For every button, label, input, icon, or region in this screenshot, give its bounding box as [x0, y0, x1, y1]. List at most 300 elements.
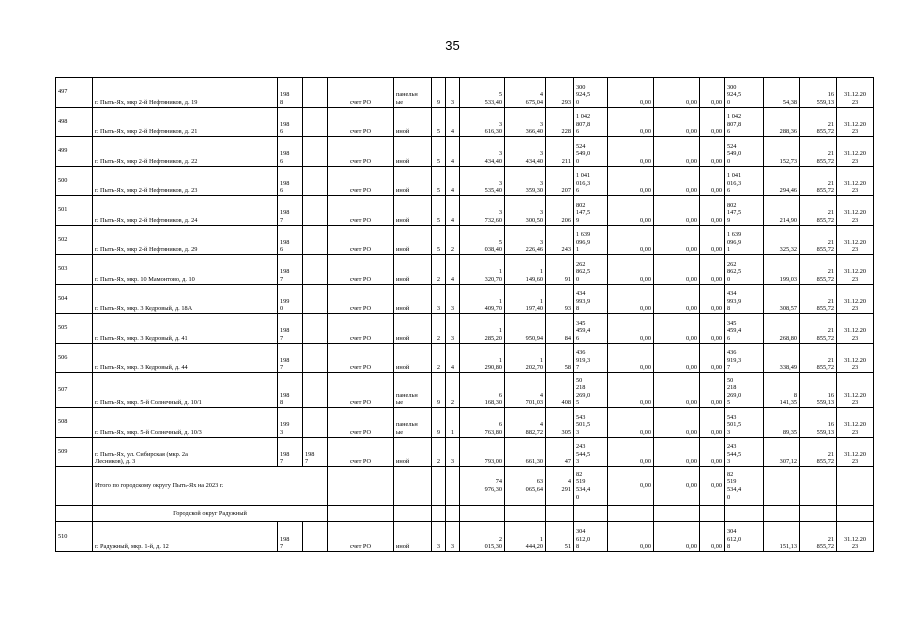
residents-cell: 93	[546, 284, 574, 314]
living-area-cell: 1 149,60	[505, 255, 546, 285]
address-cell: г. Пыть-Ях, мкр. 5-й Солнечный, д. 10/3	[93, 408, 278, 438]
page-number: 35	[445, 38, 460, 53]
year-built-cell: 198 7	[278, 196, 303, 226]
total-cost-cell: 1 639 096,9 1	[574, 225, 608, 255]
living-area-cell: 3 366,40	[505, 107, 546, 137]
year-commission-cell	[303, 107, 328, 137]
limit-cost-cell: 21 855,72	[800, 437, 837, 467]
unit-cost-cell: 268,80	[764, 314, 800, 344]
living-area-cell: 661,30	[505, 437, 546, 467]
total-cost-cell: 436 919,3 7	[574, 343, 608, 373]
wall-material-cell: панельн ые	[394, 408, 432, 438]
unit-cost-cell: 8 141,35	[764, 373, 800, 408]
deadline-cell: 31.12.20 23	[837, 373, 874, 408]
row-number: 510	[56, 522, 93, 552]
entrances-cell: 4	[446, 107, 460, 137]
row-number: 507	[56, 373, 93, 408]
fund-cost-cell: 0,00	[608, 137, 654, 167]
residents-cell: 51	[546, 522, 574, 552]
unit-cost-cell: 325,32	[764, 225, 800, 255]
row-number	[56, 506, 93, 522]
unit-cost-cell: 89,35	[764, 408, 800, 438]
table-row	[56, 522, 874, 552]
empty-cell	[546, 506, 574, 522]
account-cost-cell: 802 147,5 9	[725, 196, 764, 226]
total-area-cell: 1 320,70	[460, 255, 505, 285]
address-cell: г. Пыть-Ях, мкр. 5-й Солнечный, д. 10/1	[93, 373, 278, 408]
entrances-cell: 4	[446, 196, 460, 226]
address-cell: г. Пыть-Ях, мкр. 3 Кедровый, д. 44	[93, 343, 278, 373]
living-area-cell: 4 675,04	[505, 78, 546, 108]
unit-cost-cell: 151,13	[764, 522, 800, 552]
total-area-cell: 793,00	[460, 437, 505, 467]
account-cost-cell: 300 924,5 0	[725, 78, 764, 108]
residents-cell: 228	[546, 107, 574, 137]
entrances-cell: 3	[446, 78, 460, 108]
account-type-cell: счет РО	[328, 107, 394, 137]
row-number: 499	[56, 137, 93, 167]
limit-cost-cell: 21 855,72	[800, 107, 837, 137]
row-number	[56, 467, 93, 506]
unit-cost-cell: 307,12	[764, 437, 800, 467]
limit-cost-cell: 21 855,72	[800, 522, 837, 552]
deadline-cell: 31.12.20 23	[837, 284, 874, 314]
table-row	[56, 343, 874, 373]
residents-cell: 47	[546, 437, 574, 467]
total-cost-cell: 50 218 269,0 5	[574, 373, 608, 408]
wall-material-cell: иной	[394, 196, 432, 226]
row-number: 509	[56, 437, 93, 467]
total-row	[56, 467, 874, 506]
year-built-cell: 198 7	[278, 255, 303, 285]
year-commission-cell	[303, 314, 328, 344]
floors-cell: 5	[432, 225, 446, 255]
year-built-cell: 198 7	[278, 522, 303, 552]
account-cost-cell: 1 042 807,8 6	[725, 107, 764, 137]
total-area-cell: 1 409,70	[460, 284, 505, 314]
deadline-cell	[837, 467, 874, 506]
total-area-cell: 1 290,80	[460, 343, 505, 373]
row-number: 498	[56, 107, 93, 137]
address-cell: г. Пыть-Ях, мкр 2-й Нефтяников, д. 19	[93, 78, 278, 108]
floors-cell: 9	[432, 408, 446, 438]
year-commission-cell	[303, 284, 328, 314]
table-row	[56, 166, 874, 196]
residents-cell: 207	[546, 166, 574, 196]
total-area-cell: 5 533,40	[460, 78, 505, 108]
table-row	[56, 373, 874, 408]
deadline-cell: 31.12.20 23	[837, 137, 874, 167]
account-type-cell: счет РО	[328, 408, 394, 438]
living-area-cell: 3 434,40	[505, 137, 546, 167]
limit-cost-cell: 21 855,72	[800, 284, 837, 314]
deadline-cell: 31.12.20 23	[837, 255, 874, 285]
address-cell: г. Пыть-Ях, мкр 2-й Нефтяников, д. 29	[93, 225, 278, 255]
fund-cost-cell: 0,00	[608, 408, 654, 438]
empty-cell	[432, 506, 446, 522]
budget-cost-cell: 0,00	[654, 255, 700, 285]
fund-cost-cell: 0,00	[608, 255, 654, 285]
residents-cell: 84	[546, 314, 574, 344]
owners-cost-cell: 0,00	[700, 373, 725, 408]
year-built-cell: 198 7	[278, 437, 303, 467]
account-cost-cell: 262 862,5 0	[725, 255, 764, 285]
entrances-cell: 3	[446, 314, 460, 344]
limit-cost-cell: 21 855,72	[800, 196, 837, 226]
floors-cell: 3	[432, 284, 446, 314]
wall-material-cell: иной	[394, 314, 432, 344]
year-commission-cell	[303, 522, 328, 552]
empty-cell	[764, 506, 800, 522]
budget-cost-cell: 0,00	[654, 78, 700, 108]
budget-cost-cell: 0,00	[654, 284, 700, 314]
limit-cost-cell: 21 855,72	[800, 225, 837, 255]
total-cost-cell: 543 501,5 3	[574, 408, 608, 438]
living-area-cell: 63 065,64	[505, 467, 546, 506]
account-cost-cell: 304 612,0 8	[725, 522, 764, 552]
entrances-cell: 2	[446, 373, 460, 408]
limit-cost-cell: 16 559,13	[800, 78, 837, 108]
residents-cell: 211	[546, 137, 574, 167]
year-commission-cell	[303, 225, 328, 255]
wall-material-cell: панельн ые	[394, 78, 432, 108]
account-type-cell: счет РО	[328, 314, 394, 344]
total-label: Итого по городскому округу Пыть-Ях на 2023 г.	[93, 467, 328, 506]
account-cost-cell: 82 519 534,4 0	[725, 467, 764, 506]
year-built-cell: 198 6	[278, 137, 303, 167]
owners-cost-cell: 0,00	[700, 225, 725, 255]
row-number: 500	[56, 166, 93, 196]
empty-cell	[328, 506, 394, 522]
residents-cell: 58	[546, 343, 574, 373]
total-area-cell: 1 285,20	[460, 314, 505, 344]
table-row	[56, 78, 874, 108]
deadline-cell: 31.12.20 23	[837, 408, 874, 438]
deadline-cell: 31.12.20 23	[837, 522, 874, 552]
unit-cost-cell: 308,57	[764, 284, 800, 314]
deadline-cell: 31.12.20 23	[837, 225, 874, 255]
wall-material-cell: иной	[394, 107, 432, 137]
wall-material-cell: иной	[394, 137, 432, 167]
fund-cost-cell: 0,00	[608, 107, 654, 137]
empty-cell	[725, 506, 764, 522]
account-type-cell: счет РО	[328, 137, 394, 167]
fund-cost-cell: 0,00	[608, 284, 654, 314]
floors-cell: 2	[432, 343, 446, 373]
wall-material-cell: панельн ые	[394, 373, 432, 408]
total-area-cell: 6 763,80	[460, 408, 505, 438]
owners-cost-cell: 0,00	[700, 522, 725, 552]
budget-cost-cell: 0,00	[654, 196, 700, 226]
unit-cost-cell	[764, 467, 800, 506]
floors-cell: 5	[432, 137, 446, 167]
entrances-cell	[446, 467, 460, 506]
floors-cell: 9	[432, 373, 446, 408]
fund-cost-cell: 0,00	[608, 437, 654, 467]
year-commission-cell	[303, 408, 328, 438]
owners-cost-cell: 0,00	[700, 284, 725, 314]
floors-cell: 2	[432, 314, 446, 344]
fund-cost-cell: 0,00	[608, 373, 654, 408]
table-row	[56, 284, 874, 314]
year-built-cell: 198 6	[278, 225, 303, 255]
account-cost-cell: 434 993,9 8	[725, 284, 764, 314]
account-cost-cell: 436 919,3 7	[725, 343, 764, 373]
year-built-cell: 198 7	[278, 343, 303, 373]
limit-cost-cell: 16 559,13	[800, 373, 837, 408]
floors-cell: 2	[432, 255, 446, 285]
residents-cell: 206	[546, 196, 574, 226]
unit-cost-cell: 54,38	[764, 78, 800, 108]
year-built-cell: 198 6	[278, 166, 303, 196]
unit-cost-cell: 214,90	[764, 196, 800, 226]
total-cost-cell: 262 862,5 0	[574, 255, 608, 285]
account-cost-cell: 243 544,5 3	[725, 437, 764, 467]
floors-cell	[432, 467, 446, 506]
fund-cost-cell: 0,00	[608, 78, 654, 108]
fund-cost-cell: 0,00	[608, 522, 654, 552]
budget-cost-cell: 0,00	[654, 467, 700, 506]
row-number: 505	[56, 314, 93, 344]
limit-cost-cell: 21 855,72	[800, 314, 837, 344]
living-area-cell: 1 197,40	[505, 284, 546, 314]
owners-cost-cell: 0,00	[700, 467, 725, 506]
residents-cell: 408	[546, 373, 574, 408]
wall-material-cell: иной	[394, 437, 432, 467]
owners-cost-cell: 0,00	[700, 314, 725, 344]
living-area-cell: 3 226,46	[505, 225, 546, 255]
row-number: 506	[56, 343, 93, 373]
total-area-cell: 6 168,30	[460, 373, 505, 408]
owners-cost-cell: 0,00	[700, 166, 725, 196]
row-number: 501	[56, 196, 93, 226]
account-cost-cell: 524 549,0 0	[725, 137, 764, 167]
unit-cost-cell: 288,36	[764, 107, 800, 137]
owners-cost-cell: 0,00	[700, 107, 725, 137]
account-type-cell: счет РО	[328, 255, 394, 285]
account-cost-cell: 1 041 016,3 6	[725, 166, 764, 196]
residents-cell: 293	[546, 78, 574, 108]
living-area-cell: 3 300,50	[505, 196, 546, 226]
empty-cell	[505, 506, 546, 522]
account-cost-cell: 50 218 269,0 5	[725, 373, 764, 408]
wall-material-cell: иной	[394, 166, 432, 196]
year-built-cell: 199 0	[278, 284, 303, 314]
account-cost-cell: 543 501,5 3	[725, 408, 764, 438]
address-cell: г. Пыть-Ях, мкр 2-й Нефтяников, д. 24	[93, 196, 278, 226]
fund-cost-cell: 0,00	[608, 196, 654, 226]
section-title: Городской округ Радужный	[93, 506, 328, 522]
budget-cost-cell: 0,00	[654, 225, 700, 255]
row-number: 508	[56, 408, 93, 438]
wall-material-cell: иной	[394, 225, 432, 255]
year-commission-cell	[303, 166, 328, 196]
deadline-cell: 31.12.20 23	[837, 314, 874, 344]
empty-cell	[460, 506, 505, 522]
fund-cost-cell: 0,00	[608, 314, 654, 344]
deadline-cell: 31.12.20 23	[837, 437, 874, 467]
entrances-cell: 3	[446, 437, 460, 467]
entrances-cell: 4	[446, 137, 460, 167]
empty-cell	[574, 506, 608, 522]
row-number: 504	[56, 284, 93, 314]
owners-cost-cell: 0,00	[700, 255, 725, 285]
table-row	[56, 437, 874, 467]
empty-cell	[837, 506, 874, 522]
floors-cell: 3	[432, 522, 446, 552]
entrances-cell: 3	[446, 284, 460, 314]
address-cell: г. Пыть-Ях, мкр. 10 Мамонтово, д. 10	[93, 255, 278, 285]
entrances-cell: 3	[446, 522, 460, 552]
account-type-cell	[328, 467, 394, 506]
floors-cell: 9	[432, 78, 446, 108]
budget-cost-cell: 0,00	[654, 107, 700, 137]
residents-cell: 4 291	[546, 467, 574, 506]
account-type-cell: счет РО	[328, 437, 394, 467]
account-type-cell: счет РО	[328, 284, 394, 314]
entrances-cell: 4	[446, 255, 460, 285]
deadline-cell: 31.12.20 23	[837, 107, 874, 137]
total-area-cell: 2 015,30	[460, 522, 505, 552]
total-area-cell: 3 732,60	[460, 196, 505, 226]
table-row	[56, 225, 874, 255]
empty-cell	[446, 506, 460, 522]
year-built-cell: 199 3	[278, 408, 303, 438]
account-type-cell: счет РО	[328, 78, 394, 108]
section-row	[56, 506, 874, 522]
owners-cost-cell: 0,00	[700, 408, 725, 438]
fund-cost-cell: 0,00	[608, 343, 654, 373]
owners-cost-cell: 0,00	[700, 137, 725, 167]
budget-cost-cell: 0,00	[654, 137, 700, 167]
empty-cell	[654, 506, 700, 522]
unit-cost-cell: 152,73	[764, 137, 800, 167]
residents-cell: 305	[546, 408, 574, 438]
owners-cost-cell: 0,00	[700, 196, 725, 226]
budget-cost-cell: 0,00	[654, 373, 700, 408]
address-cell: г. Пыть-Ях, мкр 2-й Нефтяников, д. 23	[93, 166, 278, 196]
address-cell: г. Радужный, мкр. 1-й, д. 12	[93, 522, 278, 552]
wall-material-cell: иной	[394, 522, 432, 552]
floors-cell: 2	[432, 437, 446, 467]
total-cost-cell: 304 612,0 8	[574, 522, 608, 552]
row-number: 502	[56, 225, 93, 255]
wall-material-cell: иной	[394, 255, 432, 285]
living-area-cell: 950,94	[505, 314, 546, 344]
total-cost-cell: 300 924,5 0	[574, 78, 608, 108]
year-commission-cell	[303, 137, 328, 167]
table-row	[56, 137, 874, 167]
year-built-cell: 198 8	[278, 78, 303, 108]
total-area-cell: 3 434,40	[460, 137, 505, 167]
fund-cost-cell: 0,00	[608, 166, 654, 196]
budget-cost-cell: 0,00	[654, 314, 700, 344]
year-commission-cell	[303, 255, 328, 285]
year-built-cell: 198 7	[278, 314, 303, 344]
year-commission-cell: 198 7	[303, 437, 328, 467]
living-area-cell: 3 359,30	[505, 166, 546, 196]
account-type-cell: счет РО	[328, 373, 394, 408]
living-area-cell: 4 701,03	[505, 373, 546, 408]
address-cell: г. Пыть-Ях, мкр 2-й Нефтяников, д. 22	[93, 137, 278, 167]
limit-cost-cell: 16 559,13	[800, 408, 837, 438]
table-row	[56, 196, 874, 226]
empty-cell	[700, 506, 725, 522]
address-cell: г. Пыть-Ях, мкр. 3 Кедровый, д. 18А	[93, 284, 278, 314]
year-built-cell: 198 6	[278, 107, 303, 137]
entrances-cell: 4	[446, 343, 460, 373]
wall-material-cell: иной	[394, 343, 432, 373]
year-commission-cell	[303, 373, 328, 408]
limit-cost-cell: 21 855,72	[800, 343, 837, 373]
limit-cost-cell	[800, 467, 837, 506]
budget-cost-cell: 0,00	[654, 166, 700, 196]
total-cost-cell: 1 042 807,8 6	[574, 107, 608, 137]
row-number: 497	[56, 78, 93, 108]
table-row	[56, 314, 874, 344]
address-cell: г. Пыть-Ях, мкр. 3 Кедровый, д. 41	[93, 314, 278, 344]
table-body	[56, 78, 874, 552]
entrances-cell: 4	[446, 166, 460, 196]
owners-cost-cell: 0,00	[700, 78, 725, 108]
deadline-cell: 31.12.20 23	[837, 196, 874, 226]
wall-material-cell: иной	[394, 284, 432, 314]
year-built-cell: 198 8	[278, 373, 303, 408]
table-row	[56, 408, 874, 438]
year-commission-cell	[303, 343, 328, 373]
account-cost-cell: 1 639 096,9 1	[725, 225, 764, 255]
living-area-cell: 4 882,72	[505, 408, 546, 438]
total-cost-cell: 1 041 016,3 6	[574, 166, 608, 196]
wall-material-cell	[394, 467, 432, 506]
deadline-cell: 31.12.20 23	[837, 343, 874, 373]
total-cost-cell: 243 544,5 3	[574, 437, 608, 467]
account-type-cell: счет РО	[328, 522, 394, 552]
budget-cost-cell: 0,00	[654, 343, 700, 373]
address-cell: г. Пыть-Ях, ул. Сибирская (мкр. 2а Лесников), д. 3	[93, 437, 278, 467]
year-commission-cell	[303, 196, 328, 226]
residents-cell: 243	[546, 225, 574, 255]
row-number: 503	[56, 255, 93, 285]
account-type-cell: счет РО	[328, 225, 394, 255]
living-area-cell: 1 202,70	[505, 343, 546, 373]
table-row	[56, 107, 874, 137]
entrances-cell: 2	[446, 225, 460, 255]
address-cell: г. Пыть-Ях, мкр 2-й Нефтяников, д. 21	[93, 107, 278, 137]
account-cost-cell: 345 459,4 6	[725, 314, 764, 344]
owners-cost-cell: 0,00	[700, 343, 725, 373]
table-row	[56, 255, 874, 285]
owners-cost-cell: 0,00	[700, 437, 725, 467]
budget-cost-cell: 0,00	[654, 522, 700, 552]
deadline-cell: 31.12.20 23	[837, 166, 874, 196]
budget-cost-cell: 0,00	[654, 408, 700, 438]
total-cost-cell: 434 993,9 8	[574, 284, 608, 314]
limit-cost-cell: 21 855,72	[800, 255, 837, 285]
account-type-cell: счет РО	[328, 343, 394, 373]
residents-cell: 91	[546, 255, 574, 285]
total-area-cell: 74 976,30	[460, 467, 505, 506]
empty-cell	[394, 506, 432, 522]
empty-cell	[800, 506, 837, 522]
floors-cell: 5	[432, 166, 446, 196]
limit-cost-cell: 21 855,72	[800, 166, 837, 196]
total-area-cell: 3 616,30	[460, 107, 505, 137]
total-area-cell: 5 038,40	[460, 225, 505, 255]
total-cost-cell: 82 519 534,4 0	[574, 467, 608, 506]
account-type-cell: счет РО	[328, 166, 394, 196]
living-area-cell: 1 444,20	[505, 522, 546, 552]
